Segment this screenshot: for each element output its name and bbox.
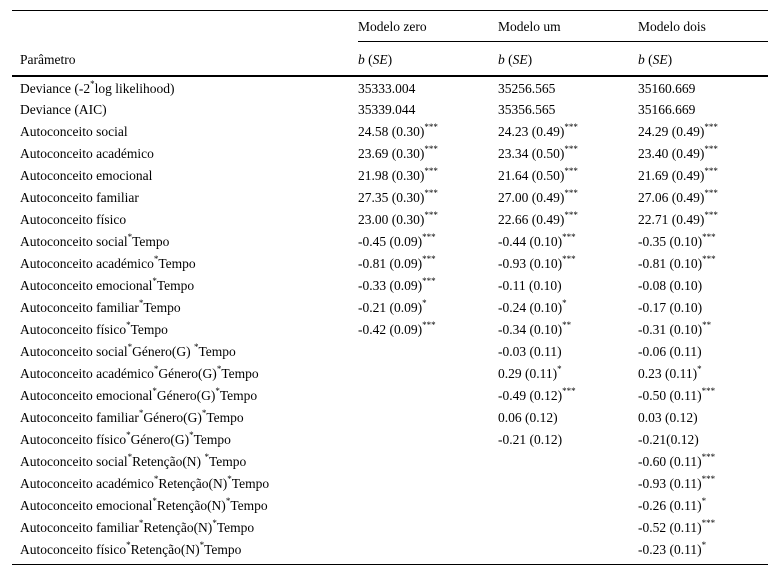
- parameter-text: Género(G): [156, 388, 216, 403]
- parameter-name: [12, 362, 358, 384]
- estimate-cell: [498, 164, 638, 186]
- estimate-cell: [498, 318, 638, 340]
- parameter-text: log likelihood): [94, 81, 175, 96]
- parameter-text: Tempo: [221, 366, 259, 381]
- estimate-cell: [358, 274, 498, 296]
- significance-stars: ***: [701, 473, 716, 484]
- estimate-cell: [358, 450, 498, 472]
- estimate-value: 35256.565: [498, 81, 556, 96]
- estimate-value: -0.23 (0.11): [638, 542, 702, 557]
- parameter-name: [12, 252, 358, 274]
- estimate-value: -0.33 (0.09): [358, 278, 423, 293]
- estimate-value: 23.00 (0.30): [358, 212, 425, 227]
- interaction-asterisk: *: [126, 319, 131, 330]
- estimate-value: 27.06 (0.49): [638, 190, 705, 205]
- significance-stars: ***: [564, 187, 578, 198]
- parameter-text: Deviance (AIC): [20, 102, 107, 117]
- estimate-value: 21.98 (0.30): [358, 168, 425, 183]
- parameter-text: Autoconceito emocional: [20, 278, 153, 293]
- table-row: [12, 428, 768, 450]
- parameter-text: Autoconceito social: [20, 454, 128, 469]
- parameter-text: Tempo: [130, 322, 168, 337]
- interaction-asterisk: *: [189, 429, 194, 440]
- estimate-cell: [358, 296, 498, 318]
- table-row: [12, 318, 768, 340]
- parameter-text: Género(G): [132, 344, 194, 359]
- table-row: [12, 120, 768, 142]
- table-row: [12, 76, 768, 98]
- parameter-text: Tempo: [216, 520, 255, 535]
- estimate-value: -0.17 (0.10): [638, 300, 703, 315]
- estimate-cell: [358, 538, 498, 564]
- estimate-cell: [358, 362, 498, 384]
- estimate-cell: [498, 208, 638, 230]
- interaction-asterisk: *: [127, 231, 133, 242]
- interaction-asterisk: *: [127, 451, 133, 462]
- estimate-cell: [638, 76, 768, 98]
- parameter-name: [12, 384, 358, 406]
- parameter-text: Deviance (-2: [20, 81, 91, 96]
- interaction-asterisk: *: [153, 473, 159, 484]
- estimate-value: -0.21(0.12): [638, 432, 699, 447]
- parameter-name: [12, 120, 358, 142]
- estimate-cell: [358, 164, 498, 186]
- parameter-name: [12, 230, 358, 252]
- estimate-cell: [638, 406, 768, 428]
- parameter-text: Autoconceito académico: [20, 256, 154, 271]
- estimate-cell: [358, 230, 498, 252]
- estimate-cell: [498, 428, 638, 450]
- estimate-value: -0.06 (0.11): [638, 344, 702, 359]
- parameter-text: Autoconceito social: [20, 344, 128, 359]
- estimate-value: -0.35 (0.10): [638, 234, 703, 249]
- estimate-cell: [638, 362, 768, 384]
- estimate-value: -0.34 (0.10): [498, 322, 563, 337]
- estimate-value: 24.23 (0.49): [498, 124, 565, 139]
- parameter-text: Tempo: [158, 256, 196, 271]
- estimate-cell: [638, 450, 768, 472]
- significance-stars: **: [702, 319, 712, 330]
- parameter-text: Autoconceito emocional: [20, 388, 153, 403]
- parameter-text: Autoconceito familiar: [20, 300, 139, 315]
- results-table: [12, 10, 768, 565]
- parameter-text: Retenção(N): [130, 542, 200, 557]
- significance-stars: ***: [424, 187, 438, 198]
- estimate-value: 35333.004: [358, 81, 416, 96]
- estimate-cell: [638, 142, 768, 164]
- estimate-cell: [358, 516, 498, 538]
- significance-stars: ***: [701, 385, 716, 396]
- estimate-value: -0.93 (0.11): [638, 476, 702, 491]
- estimate-value: -0.52 (0.11): [638, 520, 702, 535]
- estimate-cell: [638, 384, 768, 406]
- estimate-cell: [498, 384, 638, 406]
- paren-close: ): [387, 52, 393, 67]
- estimate-value: -0.93 (0.10): [498, 256, 563, 271]
- parameter-name: [12, 208, 358, 230]
- parameter-name: [12, 186, 358, 208]
- se-symbol: SE: [512, 52, 528, 67]
- significance-stars: ***: [704, 209, 718, 220]
- se-symbol: SE: [372, 52, 388, 67]
- estimate-cell: [638, 296, 768, 318]
- parameter-name: [12, 472, 358, 494]
- table-row: [12, 494, 768, 516]
- estimate-value: 0.29 (0.11): [498, 366, 558, 381]
- significance-stars: ***: [424, 165, 438, 176]
- parameter-text: Retenção(N): [158, 476, 228, 491]
- significance-stars: ***: [422, 275, 436, 286]
- header-empty-cell: [12, 11, 358, 43]
- estimate-value: -0.11 (0.10): [498, 278, 562, 293]
- significance-stars: ***: [704, 143, 718, 154]
- estimate-value: 22.71 (0.49): [638, 212, 705, 227]
- interaction-asterisk: *: [215, 385, 220, 396]
- parameter-text: Tempo: [198, 344, 236, 359]
- significance-stars: ***: [422, 253, 436, 264]
- interaction-asterisk: *: [152, 495, 157, 506]
- estimate-cell: [358, 494, 498, 516]
- interaction-asterisk: *: [204, 451, 209, 462]
- parameter-text: Tempo: [204, 542, 242, 557]
- estimate-value: 24.29 (0.49): [638, 124, 705, 139]
- estimate-value: 21.69 (0.49): [638, 168, 705, 183]
- table-row: [12, 450, 768, 472]
- header-model-dois: Modelo dois: [638, 11, 768, 43]
- parameter-name: [12, 296, 358, 318]
- parameter-text: Tempo: [143, 300, 181, 315]
- estimate-cell: [638, 230, 768, 252]
- header-model-zero: Modelo zero: [358, 11, 498, 43]
- estimate-value: 35160.669: [638, 81, 696, 96]
- significance-stars: ***: [702, 253, 716, 264]
- estimate-value: -0.24 (0.10): [498, 300, 563, 315]
- estimate-value: 35339.044: [358, 102, 416, 117]
- estimate-value: -0.44 (0.10): [498, 234, 563, 249]
- estimate-value: 35356.565: [498, 102, 556, 117]
- estimate-cell: [638, 98, 768, 120]
- estimate-cell: [358, 384, 498, 406]
- estimate-value: -0.21 (0.09): [358, 300, 423, 315]
- estimate-value: 0.03 (0.12): [638, 410, 698, 425]
- header-row-models: [12, 11, 768, 43]
- header-param-label: Parâmetro: [12, 42, 358, 76]
- significance-stars: ***: [564, 143, 578, 154]
- parameter-text: Autoconceito físico: [20, 542, 127, 557]
- table-row: [12, 208, 768, 230]
- estimate-value: 0.06 (0.12): [498, 410, 558, 425]
- parameter-name: [12, 76, 358, 98]
- estimate-cell: [498, 340, 638, 362]
- significance-stars: ***: [422, 231, 436, 242]
- estimate-value: -0.42 (0.09): [358, 322, 423, 337]
- parameter-name: [12, 428, 358, 450]
- significance-stars: ***: [562, 385, 576, 396]
- table-row: [12, 230, 768, 252]
- interaction-asterisk: *: [153, 363, 159, 374]
- table-row: [12, 142, 768, 164]
- parameter-text: Tempo: [231, 476, 270, 491]
- estimate-cell: [358, 318, 498, 340]
- significance-stars: ***: [422, 319, 436, 330]
- interaction-asterisk: *: [153, 253, 159, 264]
- estimate-cell: [638, 318, 768, 340]
- header-b-se-zero: [358, 42, 498, 76]
- header-b-se-dois: [638, 42, 768, 76]
- estimate-cell: [638, 538, 768, 564]
- interaction-asterisk: *: [201, 407, 207, 418]
- table-row: [12, 296, 768, 318]
- estimate-value: -0.50 (0.11): [638, 388, 702, 403]
- estimate-cell: [498, 296, 638, 318]
- results-table-body: [12, 76, 768, 564]
- estimate-cell: [358, 120, 498, 142]
- parameter-text: Autoconceito físico: [20, 212, 127, 227]
- significance-stars: *: [701, 539, 707, 550]
- parameter-name: [12, 406, 358, 428]
- estimate-value: 21.64 (0.50): [498, 168, 565, 183]
- parameter-text: Autoconceito emocional: [20, 498, 153, 513]
- parameter-text: Autoconceito físico: [20, 432, 127, 447]
- interaction-asterisk: *: [138, 407, 144, 418]
- significance-stars: *: [562, 297, 567, 308]
- parameter-text: Tempo: [132, 234, 170, 249]
- estimate-cell: [498, 472, 638, 494]
- estimate-cell: [358, 186, 498, 208]
- estimate-value: -0.03 (0.11): [498, 344, 562, 359]
- estimate-cell: [498, 516, 638, 538]
- estimate-cell: [358, 208, 498, 230]
- parameter-text: Autoconceito familiar: [20, 410, 139, 425]
- estimate-cell: [638, 340, 768, 362]
- estimate-cell: [358, 98, 498, 120]
- significance-stars: ***: [704, 121, 718, 132]
- significance-stars: ***: [564, 209, 578, 220]
- interaction-asterisk: *: [90, 78, 95, 89]
- table-row: [12, 340, 768, 362]
- parameter-name: [12, 450, 358, 472]
- significance-stars: ***: [424, 143, 438, 154]
- estimate-cell: [498, 362, 638, 384]
- table-row: [12, 362, 768, 384]
- header-row-params: [12, 42, 768, 76]
- estimate-value: 35166.669: [638, 102, 696, 117]
- paren-open: (: [644, 52, 653, 67]
- estimate-value: -0.81 (0.09): [358, 256, 423, 271]
- se-symbol: SE: [652, 52, 668, 67]
- estimate-value: 23.40 (0.49): [638, 146, 705, 161]
- estimate-cell: [638, 494, 768, 516]
- significance-stars: *: [697, 363, 702, 374]
- significance-stars: ***: [702, 231, 716, 242]
- paren-close: ): [527, 52, 533, 67]
- parameter-text: Tempo: [230, 498, 268, 513]
- interaction-asterisk: *: [193, 341, 199, 352]
- estimate-value: 24.58 (0.30): [358, 124, 425, 139]
- estimate-cell: [358, 472, 498, 494]
- results-table-container: [12, 10, 768, 565]
- interaction-asterisk: *: [199, 539, 205, 550]
- parameter-text: Retenção(N): [132, 454, 205, 469]
- parameter-name: [12, 340, 358, 362]
- interaction-asterisk: *: [225, 495, 231, 506]
- header-model-um: Modelo um: [498, 11, 638, 43]
- estimate-cell: [358, 252, 498, 274]
- estimate-cell: [638, 120, 768, 142]
- significance-stars: ***: [701, 451, 716, 462]
- estimate-value: 23.69 (0.30): [358, 146, 425, 161]
- parameter-text: Tempo: [193, 432, 231, 447]
- significance-stars: ***: [701, 517, 716, 528]
- interaction-asterisk: *: [227, 473, 232, 484]
- interaction-asterisk: *: [216, 363, 222, 374]
- significance-stars: ***: [424, 121, 438, 132]
- table-row: [12, 164, 768, 186]
- significance-stars: *: [557, 363, 562, 374]
- parameter-name: [12, 142, 358, 164]
- estimate-value: -0.21 (0.12): [498, 432, 563, 447]
- estimate-cell: [638, 164, 768, 186]
- parameter-text: Autoconceito físico: [20, 322, 127, 337]
- table-row: [12, 186, 768, 208]
- b-symbol: b: [358, 52, 365, 67]
- significance-stars: ***: [564, 165, 578, 176]
- estimate-cell: [638, 428, 768, 450]
- parameter-name: [12, 98, 358, 120]
- estimate-cell: [638, 274, 768, 296]
- estimate-cell: [358, 76, 498, 98]
- b-symbol: b: [638, 52, 645, 67]
- significance-stars: *: [422, 297, 427, 308]
- table-row: [12, 472, 768, 494]
- parameter-text: Autoconceito social: [20, 234, 128, 249]
- estimate-cell: [358, 142, 498, 164]
- estimate-cell: [498, 120, 638, 142]
- estimate-cell: [498, 406, 638, 428]
- interaction-asterisk: *: [126, 429, 131, 440]
- estimate-value: 23.34 (0.50): [498, 146, 565, 161]
- estimate-cell: [498, 538, 638, 564]
- interaction-asterisk: *: [212, 517, 217, 528]
- estimate-cell: [358, 340, 498, 362]
- parameter-text: Autoconceito académico: [20, 476, 154, 491]
- parameter-text: Tempo: [206, 410, 244, 425]
- parameter-text: Retenção(N): [143, 520, 213, 535]
- paren-open: (: [364, 52, 373, 67]
- estimate-value: -0.81 (0.10): [638, 256, 703, 271]
- significance-stars: ***: [564, 121, 578, 132]
- parameter-text: Género(G): [158, 366, 217, 381]
- estimate-cell: [498, 450, 638, 472]
- parameter-text: Tempo: [208, 454, 247, 469]
- parameter-text: Autoconceito académico: [20, 366, 154, 381]
- parameter-text: Género(G): [143, 410, 202, 425]
- parameter-text: Autoconceito emocional: [20, 168, 153, 183]
- parameter-name: [12, 274, 358, 296]
- table-row: [12, 516, 768, 538]
- significance-stars: ***: [562, 231, 576, 242]
- estimate-cell: [638, 208, 768, 230]
- interaction-asterisk: *: [138, 517, 144, 528]
- estimate-cell: [498, 274, 638, 296]
- estimate-value: 27.35 (0.30): [358, 190, 425, 205]
- table-row: [12, 538, 768, 564]
- significance-stars: *: [701, 495, 707, 506]
- table-row: [12, 252, 768, 274]
- parameter-name: [12, 318, 358, 340]
- estimate-value: -0.49 (0.12): [498, 388, 563, 403]
- estimate-cell: [358, 428, 498, 450]
- estimate-value: 27.00 (0.49): [498, 190, 565, 205]
- parameter-name: [12, 164, 358, 186]
- interaction-asterisk: *: [152, 275, 157, 286]
- estimate-cell: [638, 252, 768, 274]
- table-row: [12, 384, 768, 406]
- header-b-se-um: [498, 42, 638, 76]
- parameter-text: Retenção(N): [156, 498, 226, 513]
- parameter-text: Autoconceito familiar: [20, 190, 139, 205]
- estimate-cell: [498, 142, 638, 164]
- estimate-cell: [498, 230, 638, 252]
- interaction-asterisk: *: [138, 297, 144, 308]
- estimate-cell: [638, 472, 768, 494]
- estimate-cell: [358, 406, 498, 428]
- parameter-name: [12, 538, 358, 564]
- estimate-value: -0.31 (0.10): [638, 322, 703, 337]
- paren-open: (: [504, 52, 513, 67]
- parameter-text: Autoconceito familiar: [20, 520, 139, 535]
- estimate-value: 22.66 (0.49): [498, 212, 565, 227]
- significance-stars: ***: [704, 165, 718, 176]
- parameter-text: Tempo: [219, 388, 258, 403]
- significance-stars: ***: [562, 253, 576, 264]
- estimate-cell: [498, 186, 638, 208]
- significance-stars: **: [562, 319, 572, 330]
- table-row: [12, 274, 768, 296]
- significance-stars: ***: [424, 209, 438, 220]
- interaction-asterisk: *: [152, 385, 157, 396]
- parameter-text: Autoconceito académico: [20, 146, 154, 161]
- estimate-cell: [498, 98, 638, 120]
- table-row: [12, 98, 768, 120]
- estimate-value: -0.26 (0.11): [638, 498, 702, 513]
- interaction-asterisk: *: [127, 341, 133, 352]
- table-row: [12, 406, 768, 428]
- estimate-cell: [498, 76, 638, 98]
- estimate-cell: [498, 494, 638, 516]
- estimate-cell: [498, 252, 638, 274]
- parameter-text: Autoconceito social: [20, 124, 128, 139]
- estimate-value: -0.60 (0.11): [638, 454, 702, 469]
- parameter-text: Género(G): [130, 432, 190, 447]
- interaction-asterisk: *: [126, 539, 131, 550]
- parameter-text: Tempo: [156, 278, 195, 293]
- estimate-cell: [638, 516, 768, 538]
- estimate-value: -0.08 (0.10): [638, 278, 703, 293]
- parameter-name: [12, 494, 358, 516]
- paren-close: ): [667, 52, 673, 67]
- estimate-value: -0.45 (0.09): [358, 234, 423, 249]
- b-symbol: b: [498, 52, 505, 67]
- estimate-cell: [638, 186, 768, 208]
- parameter-name: [12, 516, 358, 538]
- significance-stars: ***: [704, 187, 718, 198]
- estimate-value: 0.23 (0.11): [638, 366, 698, 381]
